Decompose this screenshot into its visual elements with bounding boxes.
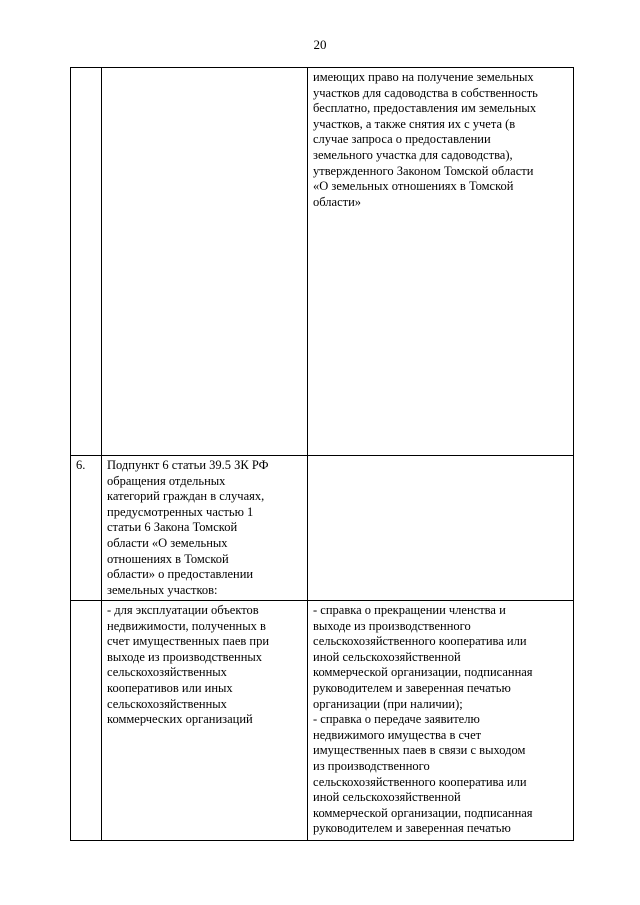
page-number: 20: [313, 37, 327, 52]
basis-cell: - для эксплуатации объектов недвижимости, полученных в счет имущественных паев при выходе из производственных сельскохозяйственных кооперативов или иных сельскохозяйственных коммерческих организаций: [102, 601, 308, 841]
documents-cell: имеющих право на получение земельных участков для садоводства в собственность бесплатно, предоставления им земельных участков, а также снятия их с учета (в случае запроса о предоставлении земельного участка для садоводства), утвержденного Законом Томской области «О земельных отношениях в Томской области»: [308, 68, 574, 456]
table-row: [71, 456, 574, 601]
table-row: [71, 68, 574, 456]
documents-cell: - справка о прекращении членства и выходе из производственного сельскохозяйственного кооператива или иной сельскохозяйственной коммерческой организации, подписанная руководителем и заверенная печатью организации (при наличии); - справка о передаче заявителю недвижимого имущества в счет имущественных паев в связи с выходом из производственного сельскохозяйственного кооператива или иной сельскохозяйственной коммерческой организации, подписанная руководителем и заверенная печатью: [308, 601, 574, 841]
row-number-cell: [71, 601, 102, 841]
row-number-cell: [71, 68, 102, 456]
basis-cell: [102, 68, 308, 456]
table-row: [71, 601, 574, 841]
documents-cell: [308, 456, 574, 601]
document-table: [70, 67, 574, 841]
row-number-cell: 6.: [71, 456, 102, 601]
basis-cell: Подпункт 6 статьи 39.5 ЗК РФ обращения отдельных категорий граждан в случаях, предусмотренных частью 1 статьи 6 Закона Томской области «О земельных отношениях в Томской области» о предоставлении земельных участков:: [102, 456, 308, 601]
